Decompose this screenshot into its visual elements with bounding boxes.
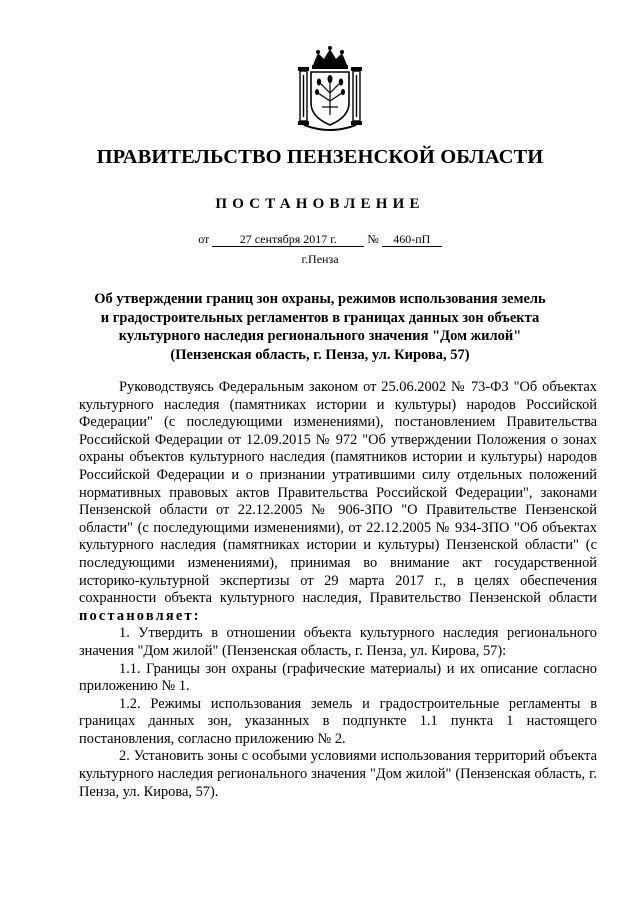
government-title: ПРАВИТЕЛЬСТВО ПЕНЗЕНСКОЙ ОБЛАСТИ <box>96 146 544 168</box>
heading-line: (Пензенская область, г. Пенза, ул. Кирова, 57) <box>170 346 470 363</box>
heading-line: культурного наследия регионального значения "Дом жилой" <box>118 328 522 344</box>
document-body <box>79 379 597 801</box>
item-1: 1. Утвердить в отношении объекта культурного наследия регионального значения "Дом жилой" (Пензенская область, г. Пенза, ул. Кирова, 57): <box>79 625 597 659</box>
preamble-paragraph <box>79 379 597 625</box>
heading-line: и градостроительных регламентов в границах данных зон объекта <box>100 309 540 326</box>
city: г.Пенза <box>301 252 339 266</box>
document-number: 460-пП <box>382 232 442 247</box>
heading-line: Об утверждении границ зон охраны, режимов использования земель <box>94 291 546 307</box>
document-date: 27 сентября 2017 г. <box>212 232 364 247</box>
item-2: 2. Установить зоны с особыми условиями использования территорий объекта культурного наследия регионального значения "Дом жилой" (Пензенская область, г. Пенза, ул. Кирова, 57). <box>79 748 597 800</box>
date-prefix: от <box>198 232 210 246</box>
preamble-text: Руководствуясь Федеральным законом от 25.06.2002 № 73-ФЗ "Об объектах культурного наследия (памятниках истории и культуры) народов Российской Федерации" (с последующими изменениями), постановлением Правительства Российской Федерации от 12.09.2015 № 972 "Об утверждении Положения о зонах охраны объектов культурного наследия (памятников истории и культуры) народов Российской Федерации и о признании утратившими силу отдельных положений нормативных правовых актов Правительства Российской Федерации", законами Пензенской области от 22.12.2005 № 906-ЗПО "О Правительстве Пензенской области" (с последующими изменениями), от 22.12.2005 № 934-ЗПО "Об объектах культурного наследия (памятниках истории и культуры) Пензенской области" (с последующими изменениями), принимая во внимание акт государственной историко-культурной экспертизы от 29 марта 2017 г., в целях обеспечения сохранности объекта культурного наследия, Правительство Пензенской области <box>79 379 597 607</box>
document-type: ПОСТАНОВЛЕНИЕ <box>215 196 425 212</box>
item-1-2: 1.2. Режимы использования земель и градостроительные регламенты в границах данных зон, указанных в подпункте 1.1 пункта 1 настоящего постановления, согласно приложению № 2. <box>79 695 597 747</box>
document-heading <box>60 290 580 364</box>
coat-of-arms-icon <box>296 45 364 131</box>
item-1-1: 1.1. Границы зон охраны (графические материалы) и их описание согласно приложению № 1. <box>79 660 597 695</box>
date-number-line <box>0 232 640 247</box>
resolves-word: постановляет: <box>79 607 201 624</box>
number-prefix: № <box>367 232 379 246</box>
